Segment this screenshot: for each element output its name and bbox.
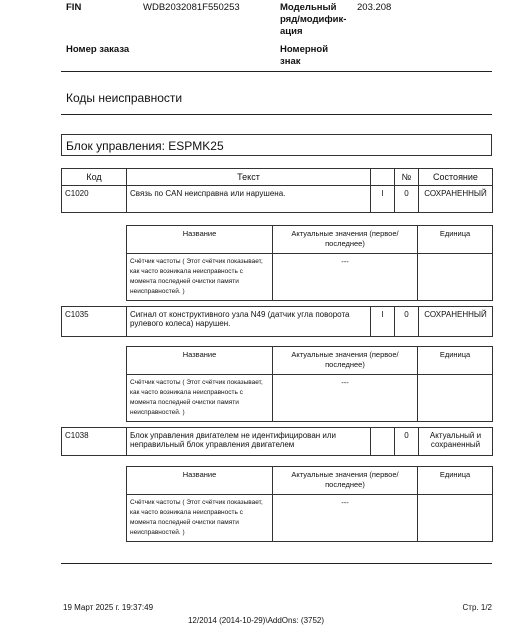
param-value: --- <box>273 254 418 301</box>
param-col-name: Название <box>127 347 273 375</box>
param-value: --- <box>273 375 418 422</box>
param-col-unit: Единица <box>418 347 493 375</box>
page-number: Стр. 1/2 <box>462 603 492 612</box>
param-unit <box>418 375 493 422</box>
param-table <box>126 466 493 542</box>
param-col-unit: Единица <box>418 226 493 254</box>
fault-state: Актуальный и сохраненный <box>419 428 493 456</box>
fault-text: Блок управления двигателем не идентифицирован или неправильный блок управления двигателем <box>127 428 371 456</box>
column-code: Код <box>62 169 127 186</box>
fin-value: WDB2032081F550253 <box>143 2 240 13</box>
report-date: 19 Март 2025 г. 19:37:49 <box>63 603 154 612</box>
column-flag <box>371 169 395 186</box>
param-col-name: Название <box>127 226 273 254</box>
plate-label: Номерной знак <box>280 44 329 67</box>
param-unit <box>418 495 493 542</box>
header-divider <box>61 71 492 72</box>
fault-code: C1020 <box>62 186 127 213</box>
fault-row-table <box>61 427 493 456</box>
fault-code: C1038 <box>62 428 127 456</box>
param-col-name: Название <box>127 467 273 495</box>
fault-no: 0 <box>395 428 419 456</box>
column-no: № <box>395 169 419 186</box>
param-value: --- <box>273 495 418 542</box>
block-title: Блок управления: ESPMK25 <box>66 139 224 153</box>
column-text: Текст <box>127 169 371 186</box>
order-label: Номер заказа <box>66 44 130 55</box>
model-value: 203.208 <box>357 2 392 13</box>
param-name: Счётчик частоты ( Этот счётчик показывает, как часто возникала неисправность с момента последней очистки памяти неисправностей. ) <box>127 254 273 301</box>
fault-no: 0 <box>395 307 419 337</box>
fault-row <box>62 307 493 337</box>
param-name: Счётчик частоты ( Этот счётчик показывает, как часто возникала неисправность с момента последней очистки памяти неисправностей. ) <box>127 495 273 542</box>
param-col-actual: Актуальные значения (первое/последнее) <box>273 347 418 375</box>
model-label: Модельный ряд/модифик-ация <box>280 2 347 37</box>
section-title: Коды неисправности <box>66 91 183 105</box>
fault-state: СОХРАНЕННЫЙ <box>419 307 493 337</box>
param-unit <box>418 254 493 301</box>
param-col-actual: Актуальные значения (первое/последнее) <box>273 467 418 495</box>
fault-text: Связь по CAN неисправна или нарушена. <box>127 186 371 213</box>
fault-state: СОХРАНЕННЫЙ <box>419 186 493 213</box>
fault-row-table <box>61 306 493 337</box>
fault-text: Сигнал от конструктивного узла N49 (датчик угла поворота рулевого колеса) нарушен. <box>127 307 371 337</box>
footer-divider <box>61 563 492 564</box>
section-divider <box>61 114 492 115</box>
param-col-unit: Единица <box>418 467 493 495</box>
fault-row-table <box>61 185 493 213</box>
param-name: Счётчик частоты ( Этот счётчик показывает, как часто возникала неисправность с момента последней очистки памяти неисправностей. ) <box>127 375 273 422</box>
param-col-actual: Актуальные значения (первое/последнее) <box>273 226 418 254</box>
block-title-box <box>61 134 492 156</box>
param-table <box>126 346 493 422</box>
fault-flag: I <box>371 307 395 337</box>
column-state: Состояние <box>419 169 493 186</box>
fault-flag: I <box>371 186 395 213</box>
fin-label: FIN <box>66 2 82 13</box>
fault-code: C1035 <box>62 307 127 337</box>
fault-row <box>62 428 493 456</box>
fault-no: 0 <box>395 186 419 213</box>
version-info: 12/2014 (2014-10-29)\AddOns: (3752) <box>187 616 325 625</box>
param-table <box>126 225 493 301</box>
fault-flag <box>371 428 395 456</box>
fault-row <box>62 186 493 213</box>
fault-header-table <box>61 168 493 186</box>
